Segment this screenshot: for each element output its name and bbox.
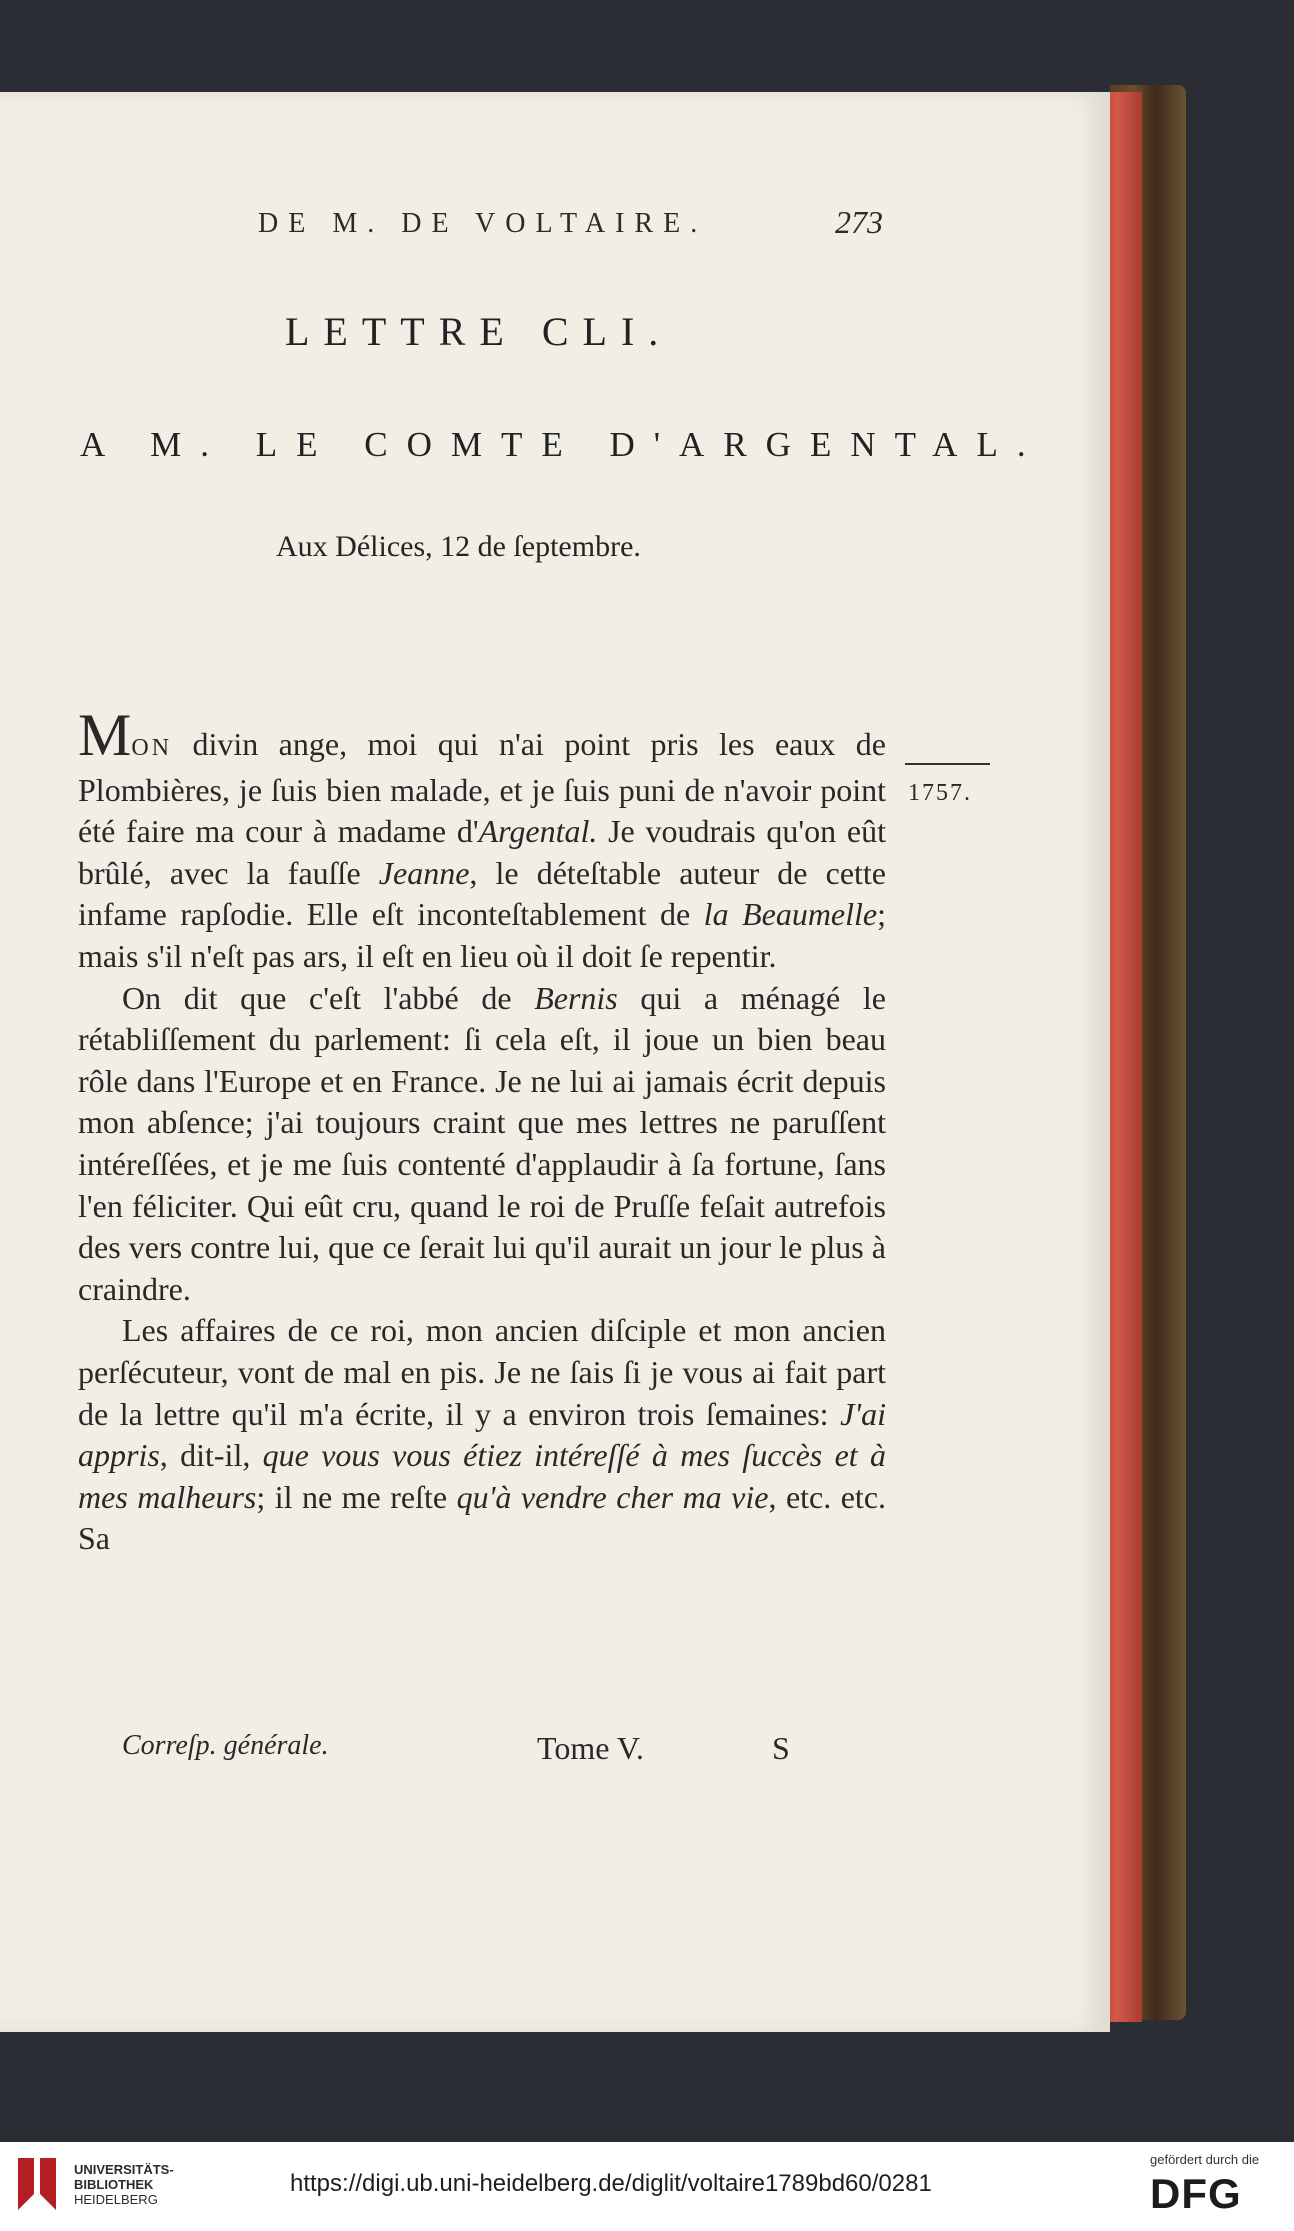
italic-span: que vous vous étiez intéreſſé à mes ſuccès et à mes malheurs [78, 1437, 887, 1515]
library-name-line: BIBLIOTHEK [74, 2177, 154, 2192]
italic-span: Bernis [534, 979, 618, 1016]
university-library-logo-icon[interactable] [12, 2152, 62, 2218]
body-paragraph [78, 702, 887, 978]
text-span: ; il ne me reſte [256, 1478, 457, 1515]
body-paragraph [78, 978, 886, 1311]
italic-span: qu'à vendre cher ma vie [456, 1478, 769, 1515]
margin-year: 1757. [908, 780, 972, 806]
small-caps: ON [131, 735, 173, 761]
letter-body [78, 702, 887, 1560]
running-head: DE M. DE VOLTAIRE. [258, 208, 708, 239]
text-span: ; mais s'il n'eſt pas ars, il eſt en lieu où il doit ſe repentir. [78, 896, 887, 974]
text-span: , le déteſtable auteur de cette infame rapſodie. Elle eſt inconteſtablement de [78, 854, 887, 933]
library-name-line: HEIDELBERG [74, 2192, 158, 2207]
italic-span: J'ai appris [78, 1395, 886, 1474]
funding-caption: gefördert durch die [1150, 2152, 1260, 2167]
letter-title: LETTRE CLI. [285, 309, 673, 354]
italic-span: la Beaumelle [703, 896, 878, 933]
text-span: , dit-il, [159, 1437, 263, 1474]
page-number: 273 [835, 204, 883, 240]
dfg-logo[interactable]: DFG [1150, 2170, 1242, 2217]
footer-collection: Correſp. générale. [122, 1730, 329, 1761]
drop-cap: M [78, 702, 132, 768]
text-span: , etc. etc. Sa [78, 1478, 887, 1557]
italic-span: Jeanne [378, 854, 470, 891]
footer-volume: Tome V. [537, 1730, 644, 1766]
text-span: Je voudrais qu'on eût brûlé, avec la fauſſe [78, 813, 886, 891]
text-span: On dit que c'eſt l'abbé de [122, 979, 535, 1016]
permalink-url[interactable]: https://digi.ub.uni-heidelberg.de/diglit/voltaire1789bd60/0281 [290, 2170, 932, 2197]
library-name[interactable] [74, 2162, 174, 2207]
body-paragraph [78, 1310, 886, 1560]
letter-address: A M. LE COMTE D'ARGENTAL. [80, 425, 1045, 464]
library-name-line: UNIVERSITÄTS- [74, 2162, 174, 2177]
italic-span: Argental. [478, 813, 598, 850]
text-span: qui a ménagé le rétabliſſement du parlement: ſi cela eſt, il joue un bien beau rôle dans l'Europe et en France. Je ne lui ai jamais écrit depuis mon abſence; j'ai toujours craint que mes lettres ne paruſſent intéreſſées, et je me ſuis contenté d'applaudir à ſa fortune, ſans l'en féliciter. Qui eût cru, quand le roi de Pruſſe feſait autrefois des vers contre lui, que ce ſerait lui qu'il aurait un jour le plus à craindre. [78, 979, 887, 1307]
footer-signature-mark: S [772, 1730, 790, 1766]
dateline: Aux Délices, 12 de ſeptembre. [276, 530, 641, 563]
text-span: divin ange, moi qui n'ai point pris les eaux de Plombières, je ſuis bien malade, et je ſuis puni de n'avoir point été faire ma cour à madame d' [78, 726, 886, 850]
text-span: Les affaires de ce roi, mon ancien diſciple et mon ancien perſécuteur, vont de mal en pis. Je ne ſais ſi je vous ai fait part de la lettre qu'il m'a écrite, il y a environ trois ſemaines: [78, 1312, 886, 1432]
margin-rule [905, 763, 990, 765]
